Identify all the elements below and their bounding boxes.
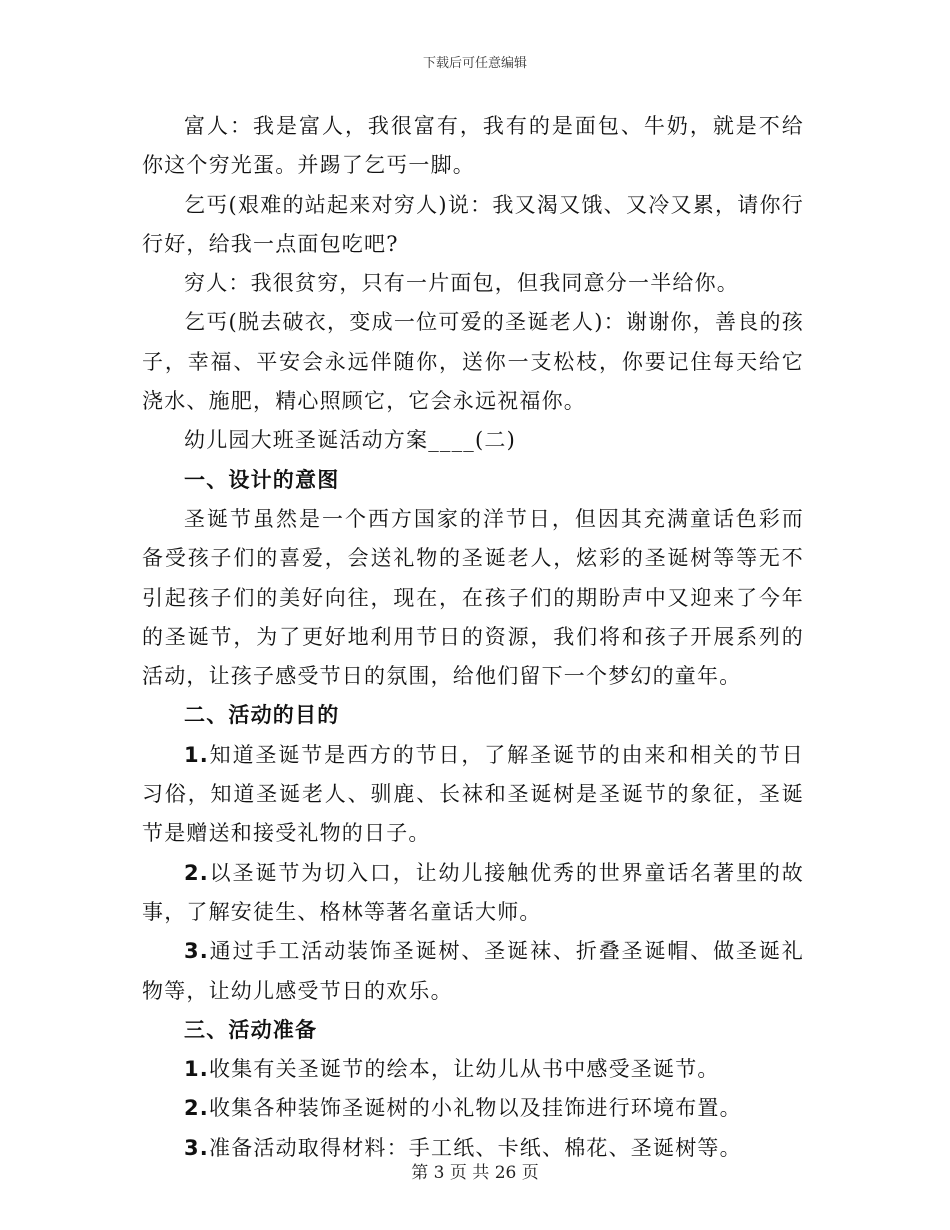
paragraph: 穷人：我很贫穷，只有一片面包，但我同意分一半给你。 <box>184 271 739 296</box>
item-number: 1. <box>184 1057 209 1082</box>
paragraph: 圣诞节虽然是一个西方国家的洋节日，但因其充满童话色彩而备受孩子们的喜爱，会送礼物的圣诞老人，炫彩的圣诞树等等无不引起孩子们的美好向往，现在，在孩子们的期盼声中又迎来了今年的圣诞节，为了更好地利用节日的资源，我们将和孩子开展系列的活动，让孩子感受节日的氛围，给他们留下一个梦幻的童年。 <box>142 506 804 689</box>
item-text: 准备活动取得材料：手工纸、卡纸、棉花、圣诞树等。 <box>209 1135 742 1160</box>
paragraph: 乞丐(艰难的站起来对穷人)说：我又渴又饿、又冷又累，请你行行好，给我一点面包吃吧? <box>142 192 804 256</box>
numbered-item <box>142 736 804 854</box>
header-note: 下载后可任意编辑 <box>422 56 527 71</box>
item-text: 收集有关圣诞节的绘本，让幼儿从书中感受圣诞节。 <box>209 1057 720 1082</box>
numbered-item <box>142 932 804 1011</box>
paragraph: 乞丐(脱去破衣，变成一位可爱的圣诞老人)：谢谢你，善良的孩子，幸福、平安会永远伴随你，送你一支松枝，你要记住每天给它浇水、施肥，精心照顾它，它会永远祝福你。 <box>142 310 804 414</box>
section-subtitle: 幼儿园大班圣诞活动方案____(二) <box>184 428 516 453</box>
section-heading: 三、活动准备 <box>184 1017 318 1042</box>
item-number: 2. <box>184 1096 209 1121</box>
item-number: 3. <box>184 1135 209 1160</box>
item-number: 2. <box>184 860 209 885</box>
item-text: 收集各种装饰圣诞树的小礼物以及挂饰进行环境布置。 <box>209 1096 742 1121</box>
numbered-item <box>142 854 804 933</box>
paragraph: 富人：我是富人，我很富有，我有的是面包、牛奶，就是不给你这个穷光蛋。并踢了乞丐一脚。 <box>142 114 804 178</box>
section-heading: 二、活动的目的 <box>184 703 340 728</box>
item-text: 通过手工活动装饰圣诞树、圣诞袜、折叠圣诞帽、做圣诞礼物等，让幼儿感受节日的欢乐。 <box>142 939 804 1003</box>
section-heading: 一、设计的意图 <box>184 467 340 492</box>
page-footer: 第 3 页 共 26 页 <box>411 1163 539 1183</box>
item-text: 以圣诞节为切入口，让幼儿接触优秀的世界童话名著里的故事，了解安徒生、格林等著名童话大师。 <box>142 860 804 924</box>
numbered-item <box>142 1089 804 1128</box>
numbered-item <box>142 1050 804 1089</box>
document-body <box>142 107 804 1168</box>
item-number: 1. <box>184 742 209 767</box>
item-number: 3. <box>184 939 209 964</box>
item-text: 知道圣诞节是西方的节日，了解圣诞节的由来和相关的节日习俗，知道圣诞老人、驯鹿、长袜和圣诞树是圣诞节的象征，圣诞节是赠送和接受礼物的日子。 <box>142 742 804 846</box>
